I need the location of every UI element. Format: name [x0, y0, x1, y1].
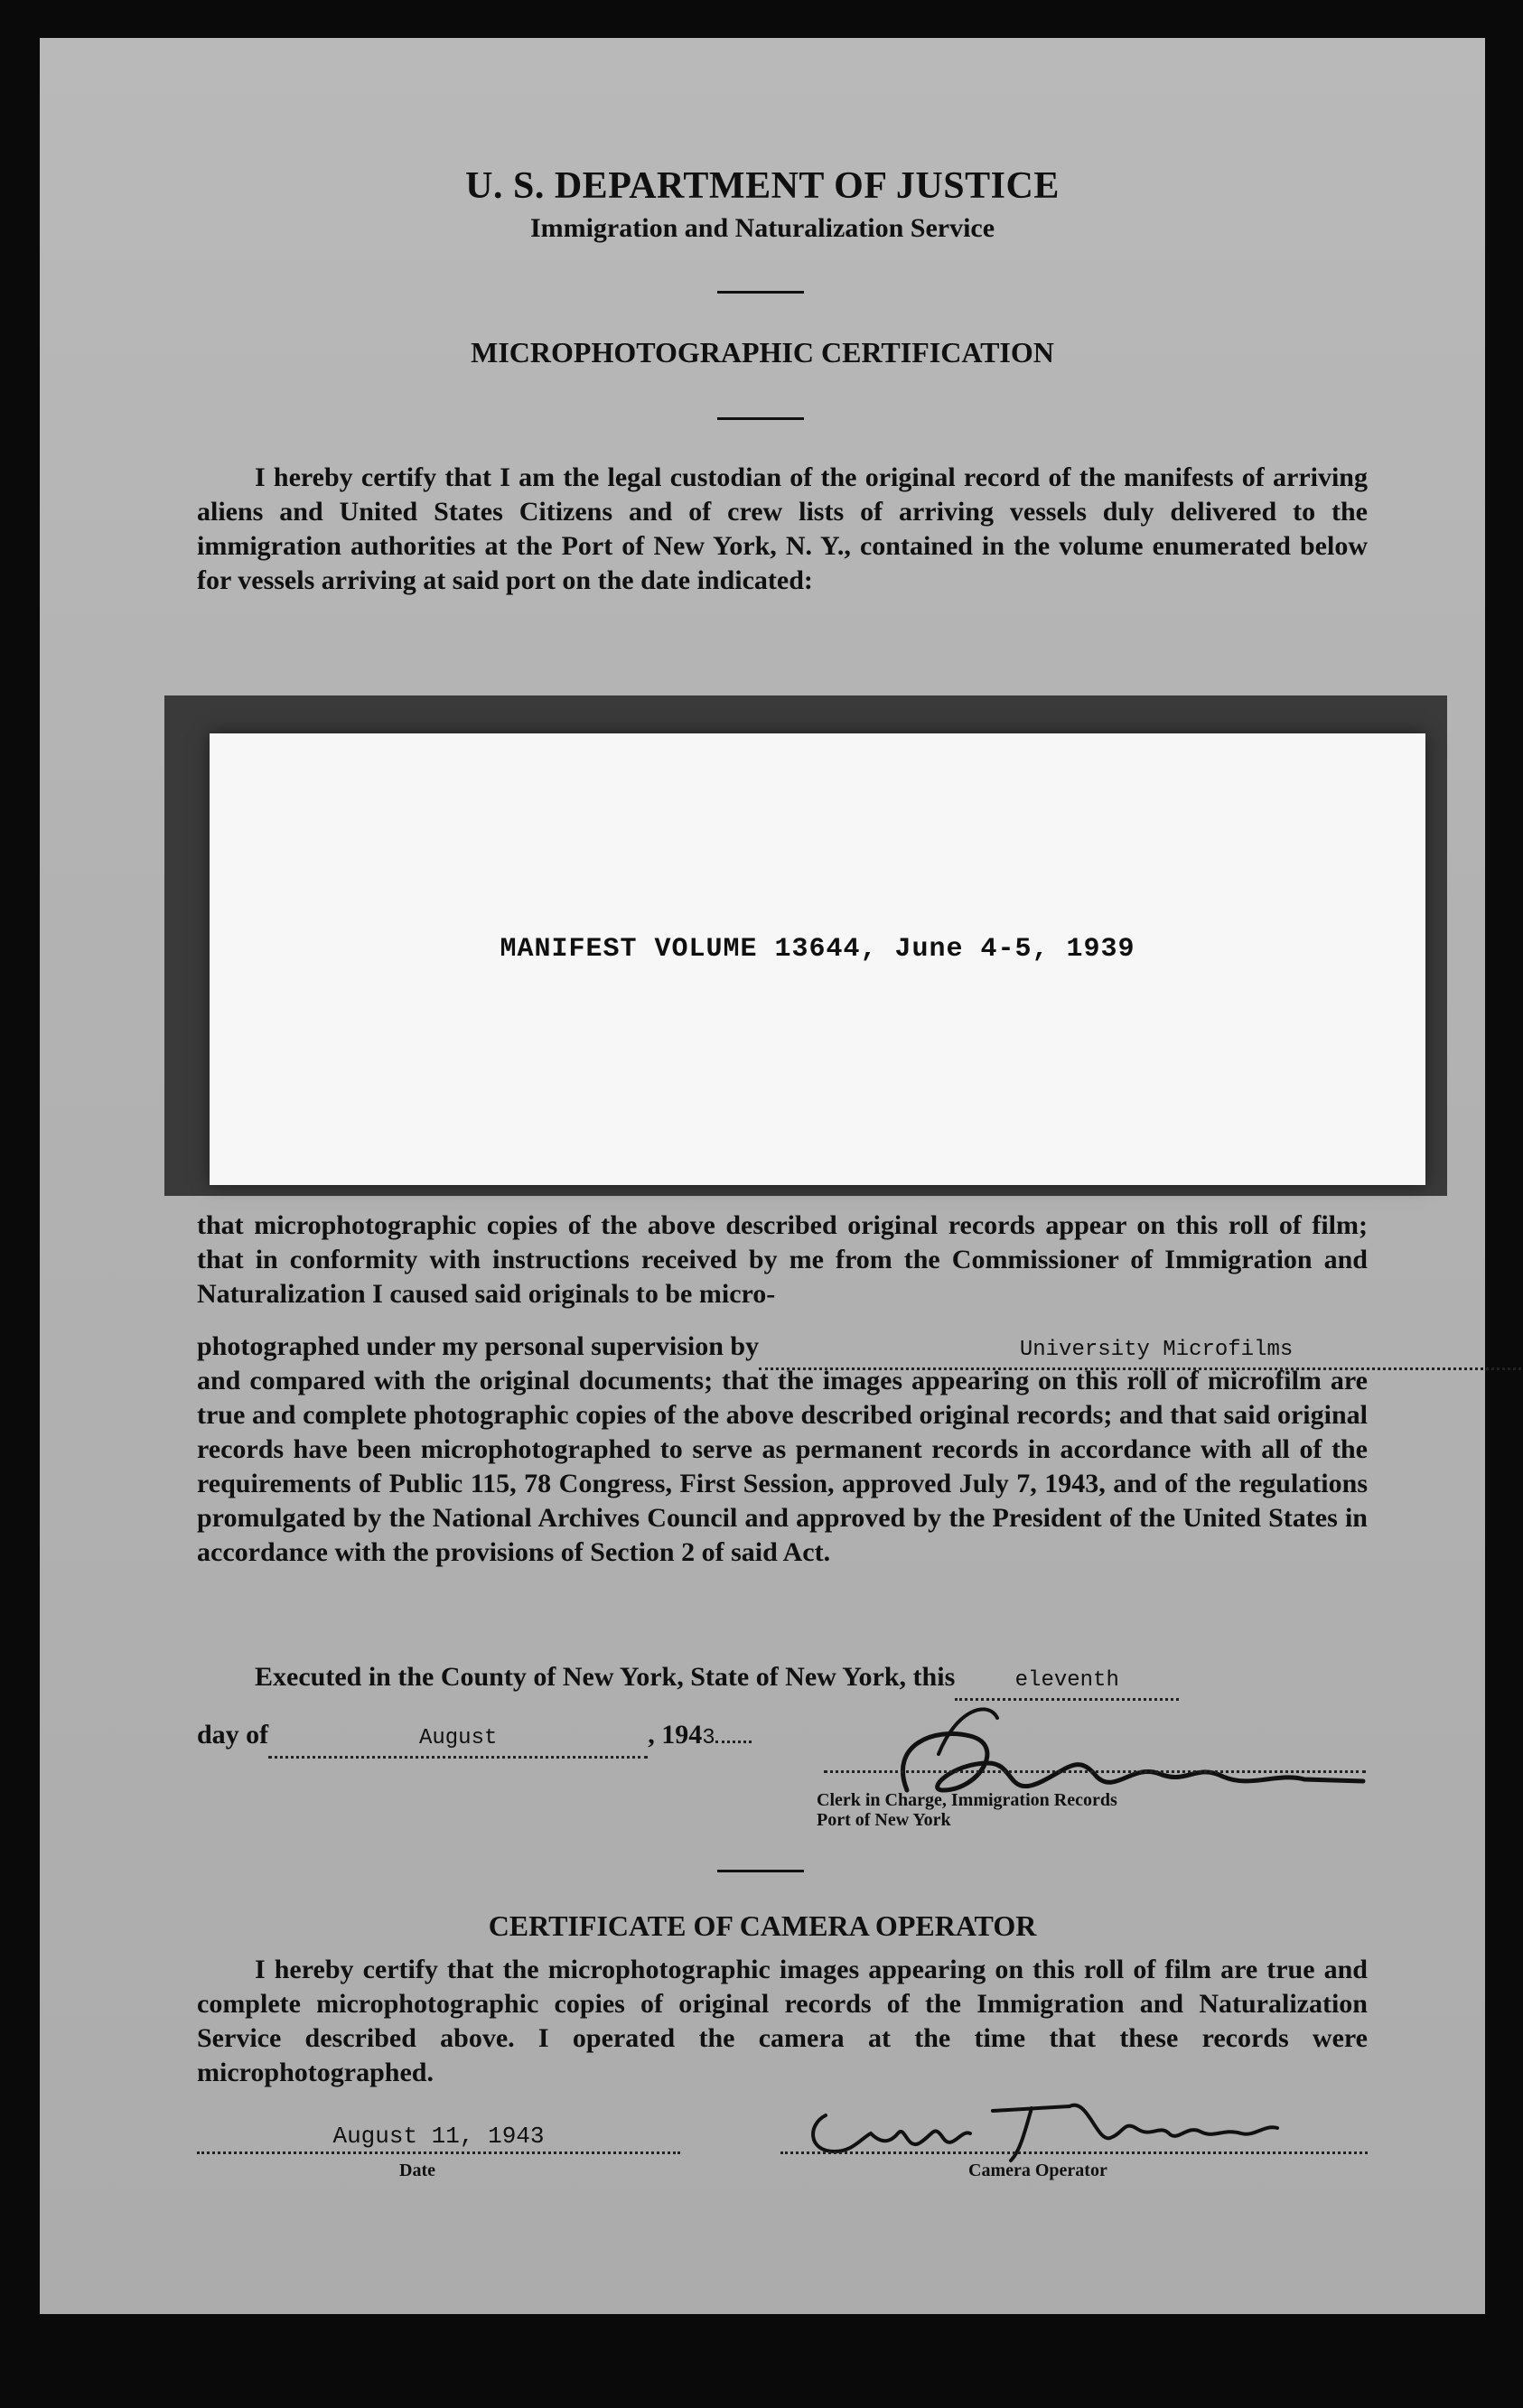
clerk-title: Clerk in Charge, Immigration Records	[817, 1790, 1117, 1810]
department-title: U. S. DEPARTMENT OF JUSTICE	[465, 165, 1060, 207]
year-dots	[715, 1741, 752, 1743]
month-value: August	[418, 1726, 498, 1750]
intro-paragraph: I hereby certify that I am the legal custodian of the original record of the manifests of arriving aliens and United States Citizens and of crew lists of arriving vessels duly delivered to the immigration authorities at the Port of New York, N. Y., contained in the volume enumerated below for vessels arriving at said port on the date indicated:	[197, 462, 1368, 595]
month-field	[268, 1718, 648, 1759]
year-prefix: , 194	[648, 1720, 703, 1750]
operator-signature-line	[780, 2151, 1368, 2154]
camera-certificate-title: CERTIFICATE OF CAMERA OPERATOR	[488, 1909, 1037, 1942]
camera-date-label: Date	[399, 2161, 435, 2180]
camera-date-value: August 11, 1943	[332, 2123, 545, 2150]
service-subtitle: Immigration and Naturalization Service	[529, 213, 995, 243]
clerk-signature-line	[824, 1770, 1366, 1773]
supervisor-value: University Microfilms	[1019, 1338, 1294, 1362]
divider-lower	[717, 1870, 804, 1872]
year-digit: 3	[702, 1726, 715, 1750]
camera-date-line	[197, 2151, 680, 2154]
camera-paragraph: I hereby certify that the microphotographic images appearing on this roll of film are true and complete microphotographic copies of original records of the Immigration and Naturalization Service described above. I operated the camera at the time that these records were microphotographed.	[197, 1955, 1368, 2087]
divider-upper	[717, 417, 804, 420]
camera-date-field	[197, 2123, 680, 2150]
executed-prefix: Executed in the County of New York, State of New York, this	[255, 1662, 956, 1692]
clerk-caption	[817, 1790, 1117, 1830]
supervision-prefix: photographed under my personal supervision by	[197, 1331, 760, 1361]
divider-top	[717, 291, 804, 294]
manifest-label-card	[210, 733, 1425, 1185]
executed-day-value: eleventh	[1014, 1668, 1119, 1693]
body-paragraph-2: and compared with the original documents; that the images appearing on this roll of microfilm are true and complete photographic copies of the above described original records; and that said original records have been microphotographed to serve as permanent records in accordance with all of the requirements of Public 115, 78 Congress, First Session, approved July 7, 1943, and of the regulations promulgated by the National Archives Council and approved by the President of the United States in accordance with the provisions of Section 2 of said Act.	[197, 1366, 1368, 1567]
operator-signature	[799, 2088, 1304, 2170]
certificate-sheet	[40, 38, 1485, 2314]
operator-label: Camera Operator	[968, 2161, 1107, 2180]
day-prefix: day of	[197, 1720, 269, 1750]
section-title: MICROPHOTOGRAPHIC CERTIFICATION	[471, 336, 1054, 369]
manifest-volume-label: MANIFEST VOLUME 13644, June 4-5, 1939	[500, 934, 1135, 965]
body-paragraph-1: that microphotographic copies of the above described original records appear on this roll of film; that in conformity with instructions received by me from the Commissioner of Immigration and Naturalization I caused said originals to be micro-	[197, 1210, 1368, 1309]
clerk-location: Port of New York	[817, 1810, 951, 1830]
